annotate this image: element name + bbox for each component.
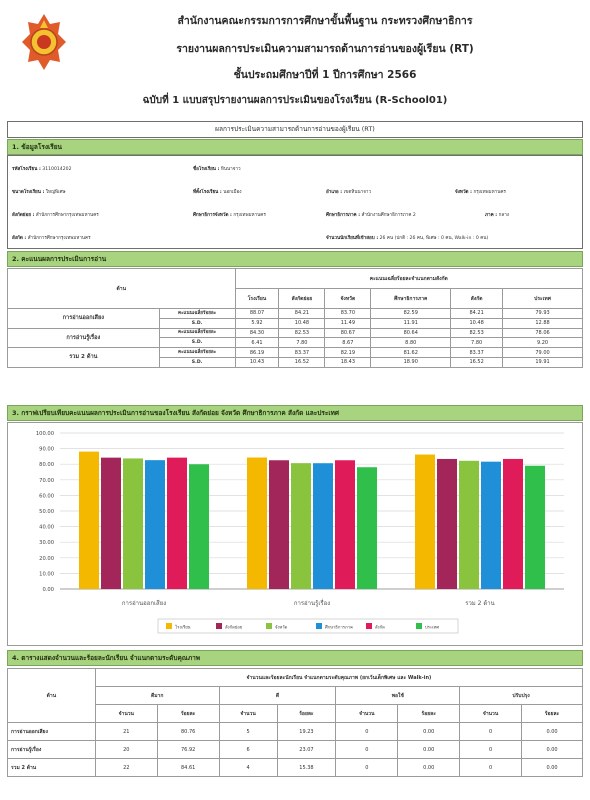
group-header: จำนวนและร้อยละนักเรียน จำแนกตามระดับคุณภาพ (ยกเว้นเด็กพิเศษ และ Walk-in) — [95, 669, 582, 687]
bar-2-1 — [437, 459, 457, 589]
table-row — [8, 759, 583, 777]
school-size — [12, 189, 66, 196]
y-tick-label: 40.00 — [39, 524, 54, 531]
legend-label: ประเทศ — [425, 624, 440, 630]
cell: 11.91 — [371, 318, 451, 328]
legend-label: สังกัด — [375, 624, 385, 630]
cell: 0 — [460, 759, 522, 777]
cell: 0.00 — [398, 759, 460, 777]
legend-swatch — [166, 623, 172, 629]
cell: 21 — [95, 723, 157, 741]
cell: 88.07 — [235, 309, 279, 319]
row-label: การอ่านออกเสียง — [8, 309, 160, 329]
row-label: การอ่านออกเสียง — [8, 723, 96, 741]
students-tested-value: 26 คน (ปกติ : 26 คน, พิเศษ : 0 คน, Walk-in : 0 คน) — [379, 236, 489, 241]
cell: 18.43 — [325, 357, 371, 367]
regional-education-value: สำนักงานศึกษาธิการภาค 2 — [361, 213, 416, 218]
affiliation-label: สังกัดย่อย : — [12, 213, 35, 218]
y-tick-label: 80.00 — [39, 462, 54, 469]
aspect-header: ด้าน — [8, 269, 236, 309]
cell: 0.00 — [522, 759, 583, 777]
provincial-education-value: กรุงเทพมหานคร — [233, 213, 266, 218]
col-header: สังกัด — [451, 289, 503, 309]
district — [326, 189, 371, 196]
cell: 84.21 — [451, 309, 503, 319]
row-label: รวม 2 ด้าน — [8, 759, 96, 777]
cell: 0.00 — [522, 741, 583, 759]
legend-box — [158, 619, 458, 633]
row-label: การอ่านรู้เรื่อง — [8, 328, 160, 348]
bar-2-3 — [481, 462, 501, 589]
cell: 80.76 — [157, 723, 219, 741]
sector-value: กลาง — [498, 213, 510, 218]
bar-2-5 — [525, 466, 545, 589]
bar-0-4 — [167, 458, 187, 589]
x-tick-label: รวม 2 ด้าน — [465, 600, 495, 607]
y-tick-label: 90.00 — [39, 446, 54, 453]
cell: 10.48 — [279, 318, 325, 328]
provincial-education — [193, 212, 266, 219]
mean-label: คะแนนเฉลี่ยร้อยละ — [159, 348, 235, 358]
bar-2-2 — [459, 461, 479, 589]
count-header: จำนวน — [219, 705, 277, 723]
affiliation — [12, 212, 99, 219]
school-location-value: นอกเมือง — [223, 190, 242, 195]
quality-level-table — [7, 668, 583, 777]
mean-label: คะแนนเฉลี่ยร้อยละ — [159, 309, 235, 319]
cell: 6.41 — [235, 338, 279, 348]
cell: 83.37 — [451, 348, 503, 358]
cell: 84.30 — [235, 328, 279, 338]
cell: 0 — [460, 741, 522, 759]
affiliation-value: สำนักการศึกษากรุงเทพมหานคร — [35, 213, 99, 218]
regional-education — [326, 212, 416, 219]
cell: 82.59 — [371, 309, 451, 319]
level-header: พอใช้ — [336, 687, 460, 705]
table-header-row — [8, 669, 583, 687]
cell: 76.92 — [157, 741, 219, 759]
school-name-value: หินนาจาว — [220, 167, 241, 172]
school-size-value: ใหญ่พิเศษ — [45, 190, 66, 195]
main-title: ผลการประเมินความสามารถด้านการอ่านของผู้เรียน (RT) — [7, 121, 583, 138]
header-line-1: สำนักงานคณะกรรมการการศึกษาขั้นพื้นฐาน กระทรวงศึกษาธิการ — [177, 15, 473, 27]
row-label: การอ่านรู้เรื่อง — [8, 741, 96, 759]
bar-0-0 — [79, 452, 99, 589]
level-header: ดีมาก — [95, 687, 219, 705]
cell: 83.70 — [325, 309, 371, 319]
header-line-3: ชั้นประถมศึกษาปีที่ 1 ปีการศึกษา 2566 — [233, 69, 417, 81]
school-code-value: 3110014202 — [42, 167, 72, 172]
district-label: อำเภอ : — [326, 190, 343, 195]
school-name — [193, 166, 241, 173]
cell: 79.00 — [503, 348, 583, 358]
cell: 84.61 — [157, 759, 219, 777]
cell: 82.53 — [451, 328, 503, 338]
sd-label: S.D. — [159, 357, 235, 367]
x-tick-label: การอ่านรู้เรื่อง — [293, 600, 331, 607]
x-tick-label: การอ่านออกเสียง — [121, 600, 167, 607]
cell: 7.80 — [451, 338, 503, 348]
count-header: จำนวน — [336, 705, 398, 723]
bar-1-0 — [247, 457, 267, 589]
group-header: คะแนนเฉลี่ยร้อยละจำแนกตามสังกัด — [235, 269, 582, 289]
school-size-label: ขนาดโรงเรียน : — [12, 190, 45, 195]
organization-label: สังกัด : — [12, 236, 27, 241]
cell: 0 — [336, 723, 398, 741]
y-tick-label: 100.00 — [35, 431, 54, 437]
section2-title: 2. คะแนนผลการประเมินการอ่าน — [7, 251, 583, 267]
header-line-2: รายงานผลการประเมินความสามารถด้านการอ่านของผู้เรียน (RT) — [176, 43, 474, 55]
cell: 0.00 — [398, 741, 460, 759]
cell: 23.07 — [277, 741, 336, 759]
school-code — [12, 166, 72, 173]
sd-label: S.D. — [159, 318, 235, 328]
table-row — [8, 348, 583, 358]
bar-0-3 — [145, 460, 165, 589]
students-tested — [326, 235, 488, 242]
cell: 0 — [336, 759, 398, 777]
sector-label: ภาค : — [485, 213, 498, 218]
y-tick-label: 60.00 — [39, 493, 54, 500]
legend-label: ศึกษาธิการภาค — [325, 624, 353, 630]
cell: 16.52 — [279, 357, 325, 367]
mean-label: คะแนนเฉลี่ยร้อยละ — [159, 328, 235, 338]
school-location-label: ที่ตั้งโรงเรียน : — [193, 190, 222, 195]
legend-swatch — [366, 623, 372, 629]
cell: 0 — [460, 723, 522, 741]
bar-1-1 — [269, 460, 289, 589]
sd-label: S.D. — [159, 338, 235, 348]
comparison-chart — [7, 422, 583, 646]
row-label: รวม 2 ด้าน — [8, 348, 160, 368]
legend-swatch — [216, 623, 222, 629]
table-row — [8, 328, 583, 338]
school-location — [193, 189, 242, 196]
section3-title: 3. กราฟเปรียบเทียบคะแนนผลการประเมินการอ่านของโรงเรียน สังกัดย่อย จังหวัด ศึกษาธิการภาค สังกัด และประเทศ — [7, 405, 583, 421]
cell: 0.00 — [522, 723, 583, 741]
col-header: สังกัดย่อย — [279, 289, 325, 309]
cell: 10.48 — [451, 318, 503, 328]
cell: 83.37 — [279, 348, 325, 358]
cell: 19.23 — [277, 723, 336, 741]
cell: 82.19 — [325, 348, 371, 358]
obec-emblem-icon — [20, 12, 68, 72]
cell: 18.90 — [371, 357, 451, 367]
school-name-label: ชื่อโรงเรียน : — [193, 167, 220, 172]
y-tick-label: 0.00 — [42, 587, 54, 593]
cell: 5.92 — [235, 318, 279, 328]
level-header: ปรับปรุง — [460, 687, 583, 705]
table-row — [8, 309, 583, 319]
y-tick-label: 70.00 — [39, 477, 54, 484]
bar-2-0 — [415, 455, 435, 589]
cell: 81.62 — [371, 348, 451, 358]
table-row — [8, 723, 583, 741]
cell: 82.53 — [279, 328, 325, 338]
regional-education-label: ศึกษาธิการภาค : — [326, 213, 361, 218]
province-value: กรุงเทพมหานคร — [473, 190, 506, 195]
col-header: จังหวัด — [325, 289, 371, 309]
reading-score-table — [7, 268, 583, 368]
pct-header: ร้อยละ — [522, 705, 583, 723]
cell: 11.49 — [325, 318, 371, 328]
report-header — [0, 0, 590, 118]
cell: 12.88 — [503, 318, 583, 328]
province — [455, 189, 506, 196]
bar-0-2 — [123, 458, 143, 589]
organization — [12, 235, 91, 242]
legend-swatch — [316, 623, 322, 629]
legend-label: สังกัดย่อย — [225, 624, 243, 630]
y-tick-label: 30.00 — [39, 540, 54, 547]
district-value: เขตหินนาจาว — [343, 190, 372, 195]
cell: 78.06 — [503, 328, 583, 338]
cell: 0.00 — [398, 723, 460, 741]
col-header: ศึกษาธิการภาค — [371, 289, 451, 309]
cell: 16.52 — [451, 357, 503, 367]
y-tick-label: 50.00 — [39, 509, 54, 515]
col-header: ประเทศ — [503, 289, 583, 309]
cell: 79.93 — [503, 309, 583, 319]
cell: 7.80 — [279, 338, 325, 348]
cell: 10.43 — [235, 357, 279, 367]
col-header: โรงเรียน — [235, 289, 279, 309]
cell: 80.67 — [325, 328, 371, 338]
cell: 0 — [336, 741, 398, 759]
provincial-education-label: ศึกษาธิการจังหวัด : — [193, 213, 232, 218]
cell: 6 — [219, 741, 277, 759]
bar-chart — [8, 423, 584, 647]
section1-title: 1. ข้อมูลโรงเรียน — [7, 139, 583, 155]
report-title: ฉบับที่ 1 แบบสรุปรายงานผลการประเมินของโรงเรียน (R-School01) — [142, 95, 448, 106]
section4-title: 4. ตารางแสดงจำนวนและร้อยละนักเรียน จำแนกตามระดับคุณภาพ — [7, 650, 583, 666]
pct-header: ร้อยละ — [398, 705, 460, 723]
pct-header: ร้อยละ — [157, 705, 219, 723]
count-header: จำนวน — [95, 705, 157, 723]
school-code-label: รหัสโรงเรียน : — [12, 167, 41, 172]
bar-0-5 — [189, 464, 209, 589]
cell: 8.67 — [325, 338, 371, 348]
cell: 9.20 — [503, 338, 583, 348]
cell: 5 — [219, 723, 277, 741]
cell: 20 — [95, 741, 157, 759]
count-header: จำนวน — [460, 705, 522, 723]
pct-header: ร้อยละ — [277, 705, 336, 723]
students-tested-label: จำนวนนักเรียนที่เข้าสอบ : — [326, 236, 379, 241]
bar-2-4 — [503, 459, 523, 589]
cell: 22 — [95, 759, 157, 777]
cell: 8.80 — [371, 338, 451, 348]
bar-1-2 — [291, 463, 311, 589]
legend-swatch — [416, 623, 422, 629]
cell: 4 — [219, 759, 277, 777]
legend-label: โรงเรียน — [175, 624, 191, 630]
bar-1-3 — [313, 463, 333, 589]
cell: 15.38 — [277, 759, 336, 777]
bar-0-1 — [101, 458, 121, 589]
cell: 84.21 — [279, 309, 325, 319]
cell: 19.91 — [503, 357, 583, 367]
bar-1-4 — [335, 460, 355, 589]
cell: 86.19 — [235, 348, 279, 358]
aspect-header: ด้าน — [8, 669, 96, 723]
school-info-panel — [7, 155, 583, 249]
cell: 80.64 — [371, 328, 451, 338]
level-header: ดี — [219, 687, 336, 705]
province-label: จังหวัด : — [455, 190, 472, 195]
sector — [485, 212, 509, 219]
organization-value: สำนักการศึกษากรุงเทพมหานคร — [27, 236, 91, 241]
legend-label: จังหวัด — [275, 624, 288, 630]
table-header-row — [8, 269, 583, 289]
y-tick-label: 10.00 — [39, 571, 54, 578]
legend-swatch — [266, 623, 272, 629]
bar-1-5 — [357, 467, 377, 589]
y-tick-label: 20.00 — [39, 555, 54, 562]
table-row — [8, 741, 583, 759]
